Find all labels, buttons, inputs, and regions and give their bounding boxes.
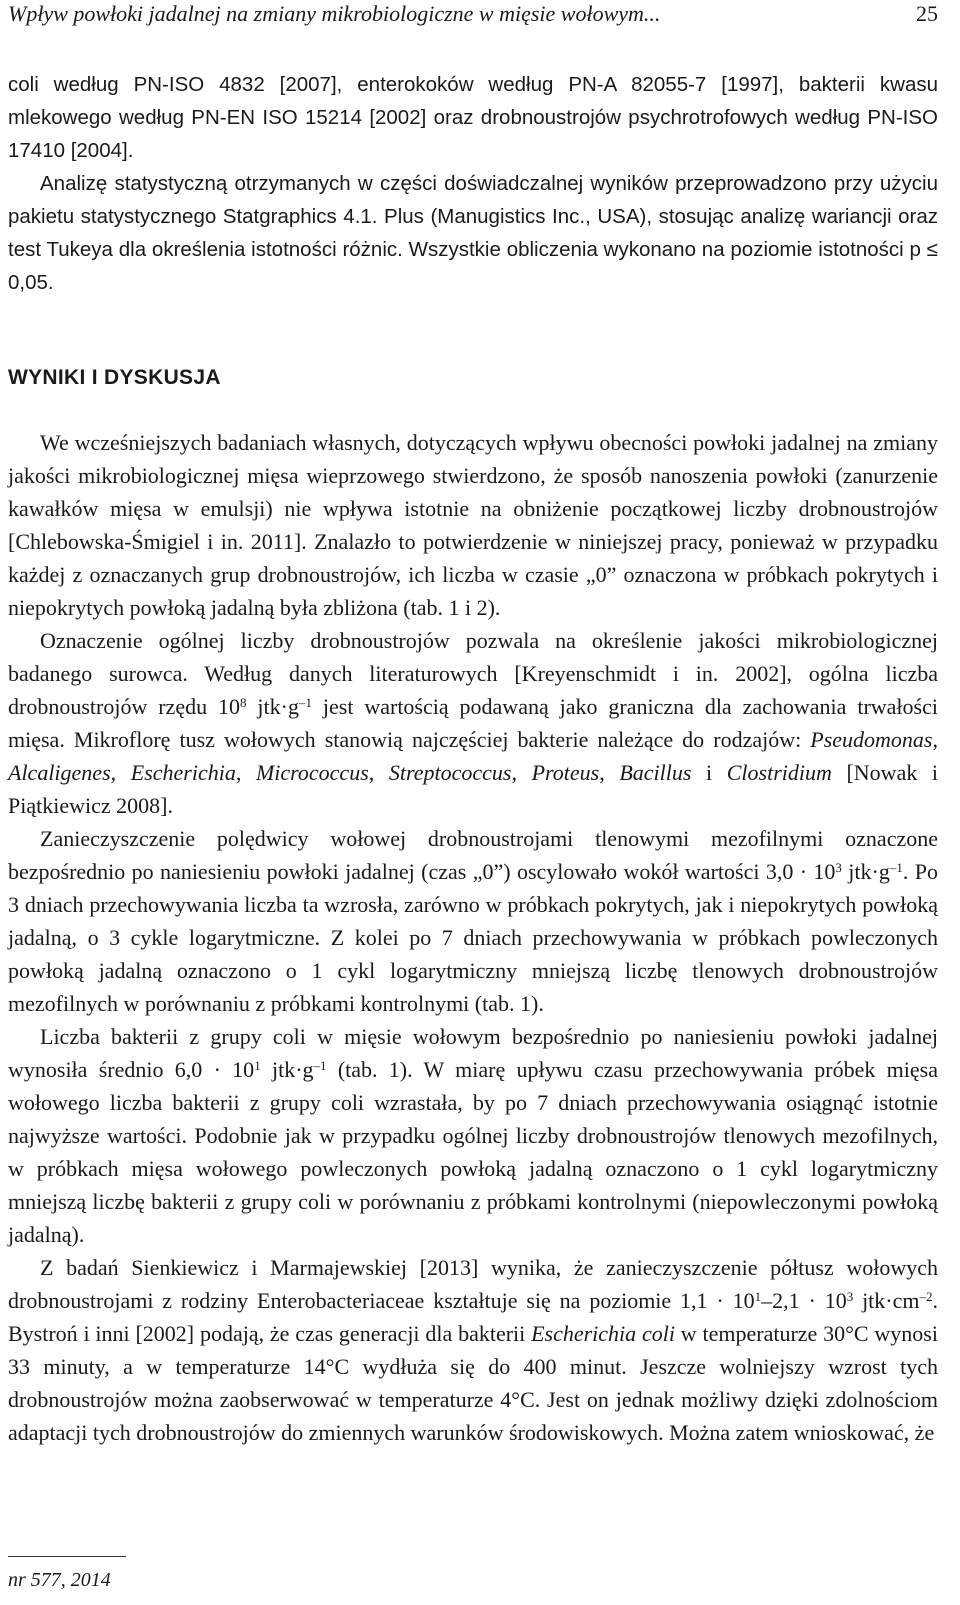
page-body [8, 68, 938, 1449]
section-spacer [8, 299, 938, 361]
genus-name: Alcaligenes [8, 760, 111, 785]
text-span: w temperaturze 30°C wynosi 33 minuty, a w temperaturze 14°C wydłuża się do 400 minut. Jeszcze wolniejszy wzrost tych drobnoustrojów można zaobserwować w temperaturze 4°C. Jest on jednak możliwy dzięki zdolnościom adaptacji tych drobnoustrojów do zmiennych warunków środowiskowych. Można zatem wnioskować, że [8, 1321, 938, 1445]
methods-paragraph: coli według PN-ISO 4832 [2007], enterokoków według PN-A 82055-7 [1997], bakterii kwasu mlekowego według PN-EN ISO 15214 [2002] oraz drobnoustrojów psychrotrofowych według PN-ISO 17410 [2004]. [8, 73, 938, 162]
footer-issue: nr 577, 2014 [8, 1569, 111, 1591]
text-span: . Bystroń i inni [2002] podają, że czas generacji dla bakterii [8, 1288, 939, 1346]
text-span: . Po 3 dniach przechowywania liczba ta wzrosła, zarówno w próbkach pokrytych, jak i niepokrytych powłoką jadalną, o 3 cykle logarytmiczne. Z kolei po 7 dniach przechowywania w próbkach powleczonych powłoką jadalną oznaczono o 1 cykl logarytmiczny mniejszą liczbę tlenowych drobnoustrojów mezofilnych w porównaniu z próbkami kontrolnymi (tab. 1). [8, 859, 938, 1016]
superscript: –1 [313, 1057, 327, 1073]
superscript: 3 [835, 859, 842, 875]
separator: , [932, 727, 938, 752]
text-span: jtk·g [260, 1057, 314, 1082]
separator: , [110, 760, 131, 785]
results-paragraph-1: We wcześniejszych badaniach własnych, dotyczących wpływu obecności powłoki jadalnej na zmiany jakości mikrobiologicznej mięsa wieprzowego stwierdzono, że sposób nanoszenia powłoki (zanurzenie kawałków mięsa w emulsji) nie wpływa istotnie na obniżenie początkowej liczby drobnoustrojów [Chlebowska-Śmigiel i in. 2011]. Znalazło to potwierdzenie w niniejszej pracy, ponieważ w przypadku każdej z oznaczanych grup drobnoustrojów, ich liczba w czasie „0” oznaczona w próbkach pokrytych i niepokrytych powłoką jadalną była zbliżona (tab. 1 i 2). [8, 430, 938, 620]
superscript: 1 [754, 1288, 762, 1304]
results-paragraph-2 [8, 624, 938, 822]
genus-name: Clostridium [726, 760, 832, 785]
text-span: Oznaczenie ogólnej liczby drobnoustrojów pozwala na określenie jakości mikrobiologicznej badanego surowca. Według danych literaturowych [Kreyenschmidt i in. 2002], ogólna liczba drobnoustrojów rzędu 10 [8, 628, 938, 719]
separator: , [599, 760, 620, 785]
superscript: 8 [240, 694, 247, 710]
separator: , [511, 760, 532, 785]
footer-rule [8, 1556, 126, 1557]
genus-name: Bacillus [619, 760, 692, 785]
genus-name: Streptococcus [388, 760, 512, 785]
genus-name: Escherichia [130, 760, 236, 785]
statistics-paragraph: Analizę statystyczną otrzymanych w części doświadczalnej wyników przeprowadzono przy użyciu pakietu statystycznego Statgraphics 4.1. Plus (Manugistics Inc., USA), stosując analizę wariancji oraz test Tukeya dla określenia istotności różnic. Wszystkie obliczenia wykonano na poziomie istotności p ≤ 0,05. [8, 172, 938, 294]
genus-name: Proteus [531, 760, 600, 785]
separator: , [235, 760, 256, 785]
running-title: Wpływ powłoki jadalnej na zmiany mikrobiologiczne w mięsie wołowym... [8, 1, 661, 26]
superscript: 1 [254, 1057, 261, 1073]
section-heading: WYNIKI I DYSKUSJA [8, 366, 221, 389]
running-header [8, 0, 938, 30]
text-span: jest wartością podawaną jako graniczna dla zachowania trwałości mięsa. Mikroflorę tusz wołowych stanowią najczęściej bakterie należące do rodzajów: [8, 694, 938, 752]
text-span: –2,1 · 10 [761, 1288, 847, 1313]
species-name: Escherichia coli [531, 1321, 675, 1346]
superscript: 3 [846, 1288, 854, 1304]
text-span: jtk·g [246, 694, 299, 719]
text-span: jtk·g [841, 859, 890, 884]
text-span: [Nowak i Piątkiewicz 2008]. [8, 760, 939, 818]
text-span: Liczba bakterii z grupy coli w mięsie wołowym bezpośrednio po naniesieniu powłoki jadalnej wynosiła średnio 6,0 · 10 [8, 1024, 938, 1082]
superscript: –1 [298, 694, 312, 710]
separator: , [368, 760, 389, 785]
heading-spacer [8, 394, 938, 426]
superscript: –2 [919, 1288, 933, 1304]
results-paragraph-3 [8, 822, 938, 1020]
genus-name: Micrococcus [255, 760, 369, 785]
superscript: –1 [889, 859, 903, 875]
text-span: (tab. 1). W miarę upływu czasu przechowywania próbek mięsa wołowego liczba bakterii z grupy coli wzrastała, by po 7 dniach przechowywania osiągnąć istotnie najwyższe wartości. Podobnie jak w przypadku ogólnej liczby drobnoustrojów tlenowych mezofilnych, w próbkach mięsa wołowego powleczonych powłoką jadalną oznaczono o 1 cykl logarytmiczny mniejszą liczbę bakterii z grupy coli w porównaniu z próbkami kontrolnymi (niepowleczonymi powłoką jadalną). [8, 1057, 938, 1247]
page-number: 25 [916, 1, 938, 26]
text-span: jtk·cm [853, 1288, 920, 1313]
results-paragraph-4 [8, 1020, 938, 1251]
genus-name: Pseudomonas [810, 727, 933, 752]
separator: i [691, 760, 727, 785]
results-paragraph-5 [8, 1251, 938, 1449]
text-span: Z badań Sienkiewicz i Marmajewskiej [2013] wynika, że zanieczyszczenie półtusz wołowych drobnoustrojami z rodziny Enterobacteriaceae kształtuje się na poziomie 1,1 · 10 [8, 1255, 938, 1313]
text-span: Zanieczyszczenie polędwicy wołowej drobnoustrojami tlenowymi mezofilnymi oznaczone bezpośrednio po naniesieniu powłoki jadalnej (czas „0”) oscylowało wokół wartości 3,0 · 10 [8, 826, 938, 884]
